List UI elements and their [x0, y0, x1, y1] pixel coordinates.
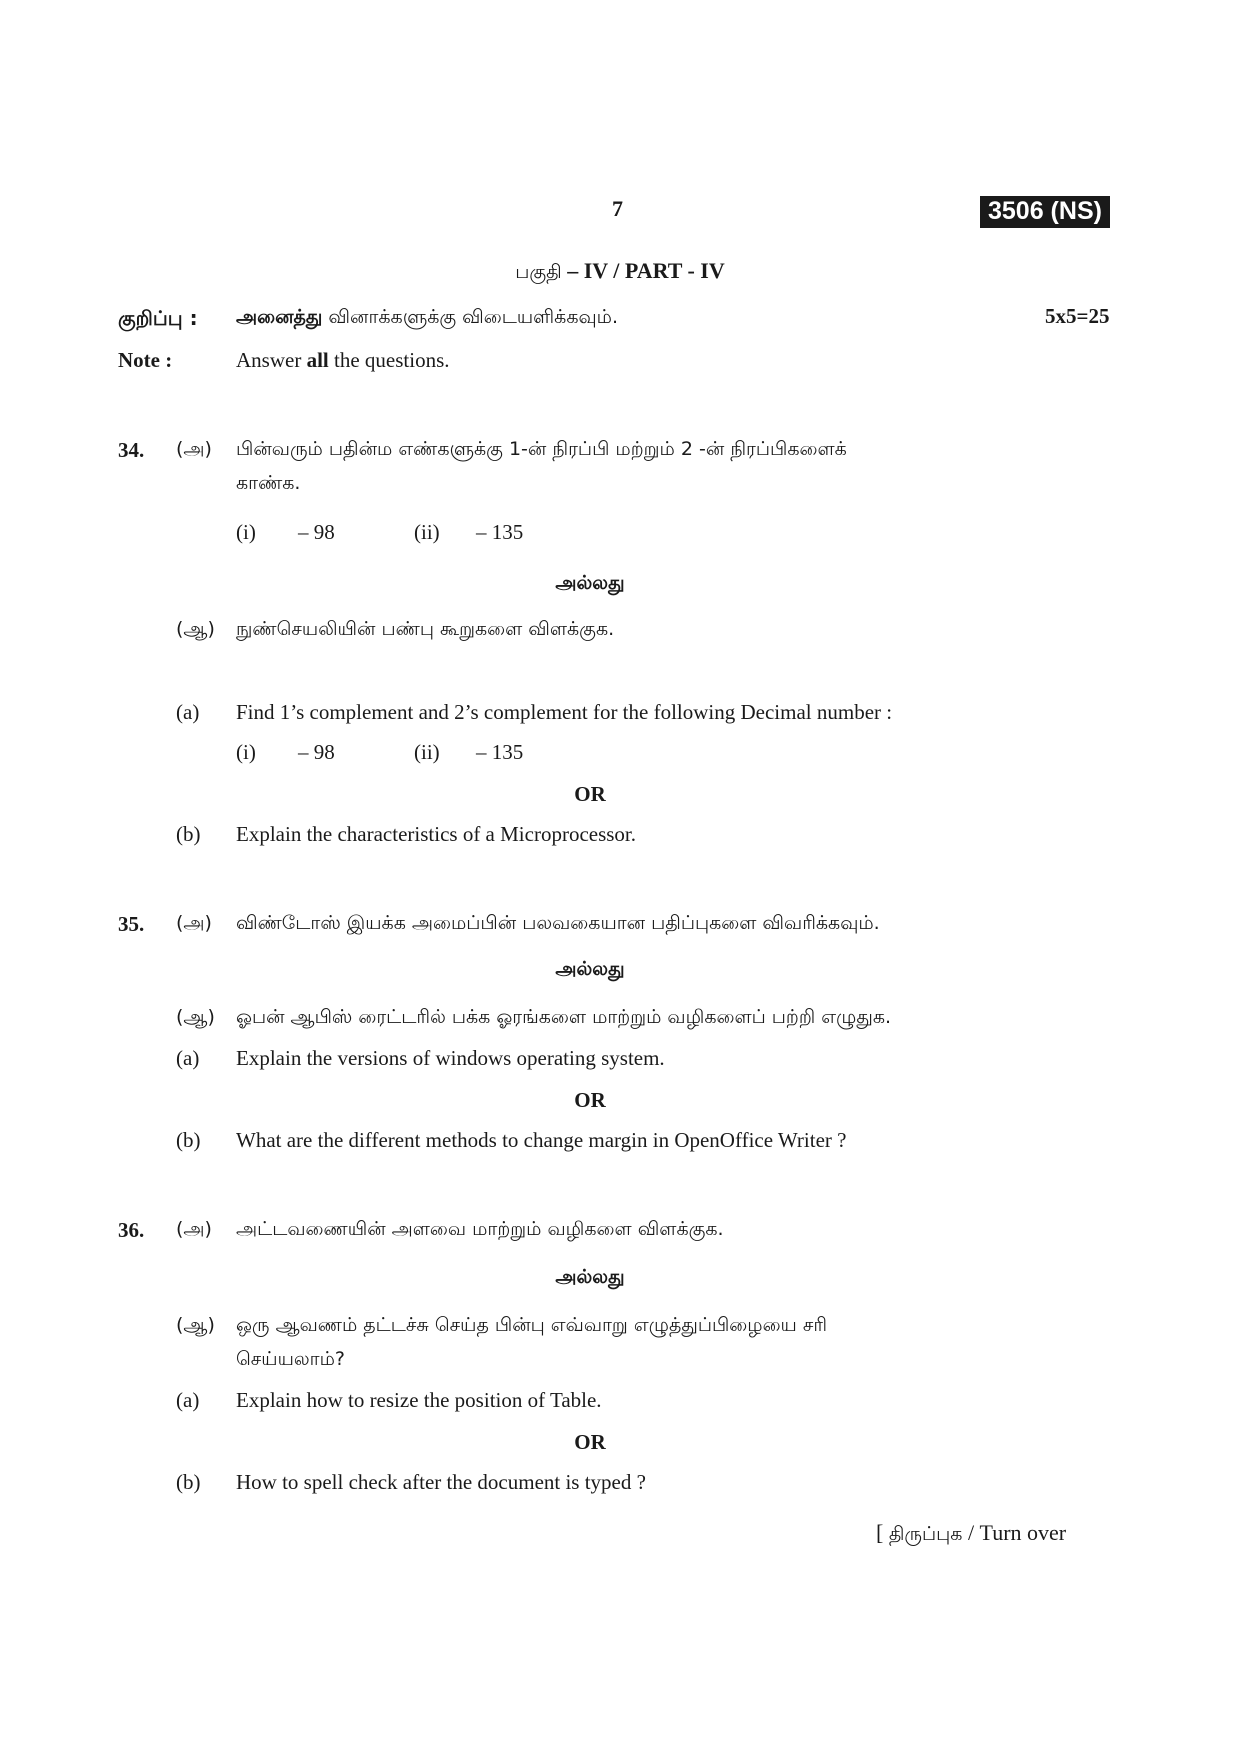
q35-option-b-label: (b) — [176, 1128, 201, 1152]
q34-option-a-tamil-label: (அ) — [176, 438, 212, 460]
q34-sub-ii-value: – 135 — [476, 520, 524, 544]
q35-option-a-label: (a) — [176, 1046, 200, 1070]
q34-option-a-text: Find 1’s complement and 2’s complement for the following Decimal number : — [236, 700, 893, 724]
q36-option-a-tamil-text: அட்டவணையின் அளவை மாற்றும் வழிகளை விளக்குக. — [236, 1218, 724, 1240]
q35-or-tamil: அல்லது — [555, 958, 625, 980]
q35-option-b-text: What are the different methods to change margin in OpenOffice Writer ? — [236, 1128, 847, 1152]
part-title-tamil: பகுதி — [515, 261, 562, 283]
question-number-34: 34. — [118, 438, 145, 462]
q34-option-b-tamil-text: நுண்செயலியின் பண்பு கூறுகளை விளக்குக. — [236, 618, 615, 640]
q34-option-a-label: (a) — [176, 700, 200, 724]
q34-sub-ii-label: (ii) — [414, 520, 440, 544]
q35-option-a-tamil-text: விண்டோஸ் இயக்க அமைப்பின் பலவகையான பதிப்புகளை விவரிக்கவும். — [236, 912, 880, 934]
q34-option-a-tamil-line1: பின்வரும் பதின்ம எண்களுக்கு 1-ன் நிரப்பி மற்றும் 2 -ன் நிரப்பிகளைக் — [236, 438, 847, 460]
question-number-35: 35. — [118, 912, 145, 936]
note-label-english: Note : — [118, 348, 173, 372]
q36-option-b-text: How to spell check after the document is typed ? — [236, 1470, 646, 1494]
q34-option-b-tamil-label: (ஆ) — [176, 618, 215, 640]
q34-sub-i-label: (i) — [236, 520, 256, 544]
note-rest-tamil: வினாக்களுக்கு விடையளிக்கவும். — [322, 306, 618, 328]
paper-code-badge: 3506 (NS) — [980, 196, 1110, 228]
q35-option-a-tamil-label: (அ) — [176, 912, 212, 934]
turn-over-footer — [876, 1520, 1066, 1548]
q34-option-a-tamil-line2: காண்க. — [236, 472, 301, 494]
part-title-english: – IV / PART - IV — [561, 258, 725, 283]
note-text-tamil — [236, 306, 618, 331]
q36-option-a-tamil-label: (அ) — [176, 1218, 212, 1240]
page-number: 7 — [612, 196, 623, 221]
q35-option-b-tamil-label: (ஆ) — [176, 1006, 215, 1028]
part-title — [0, 258, 1240, 286]
q36-or-tamil: அல்லது — [555, 1266, 625, 1288]
footer-turn-over-english: / Turn over — [962, 1520, 1067, 1545]
note-emphasis: all — [306, 348, 329, 372]
q34-en-sub-ii-label: (ii) — [414, 740, 440, 764]
q36-or-english: OR — [574, 1430, 606, 1454]
q36-option-a-label: (a) — [176, 1388, 200, 1412]
q36-option-b-tamil-line2: செய்யலாம்? — [236, 1348, 345, 1370]
q36-option-b-label: (b) — [176, 1470, 201, 1494]
q34-sub-i-value: – 98 — [298, 520, 335, 544]
note-text-english — [236, 348, 450, 373]
q36-option-b-tamil-line1: ஒரு ஆவணம் தட்டச்சு செய்த பின்பு எவ்வாறு எழுத்துப்பிழையை சரி — [236, 1314, 828, 1336]
note-before: Answer — [236, 348, 307, 372]
q34-en-sub-i-label: (i) — [236, 740, 256, 764]
q34-or-tamil: அல்லது — [555, 572, 625, 594]
footer-turn-over-tamil: திருப்புக — [888, 1523, 963, 1545]
q35-or-english: OR — [574, 1088, 606, 1112]
note-label-tamil: குறிப்பு : — [118, 306, 198, 330]
note-after: the questions. — [328, 348, 450, 372]
q34-en-sub-ii-value: – 135 — [476, 740, 524, 764]
note-emphasis-tamil: அனைத்து — [236, 306, 323, 328]
q36-option-b-tamil-label: (ஆ) — [176, 1314, 215, 1336]
question-number-36: 36. — [118, 1218, 145, 1242]
q35-option-b-tamil-text: ஓபன் ஆபிஸ் ரைட்டரில் பக்க ஓரங்களை மாற்றும் வழிகளைப் பற்றி எழுதுக. — [236, 1006, 892, 1028]
footer-bracket: [ — [876, 1520, 889, 1545]
q35-option-a-text: Explain the versions of windows operating system. — [236, 1046, 665, 1070]
q34-option-b-text: Explain the characteristics of a Microprocessor. — [236, 822, 637, 846]
q36-option-a-text: Explain how to resize the position of Table. — [236, 1388, 602, 1412]
q34-option-b-label: (b) — [176, 822, 201, 846]
marks-allocation: 5x5=25 — [1045, 304, 1110, 328]
q34-or-english: OR — [574, 782, 606, 806]
q34-en-sub-i-value: – 98 — [298, 740, 335, 764]
